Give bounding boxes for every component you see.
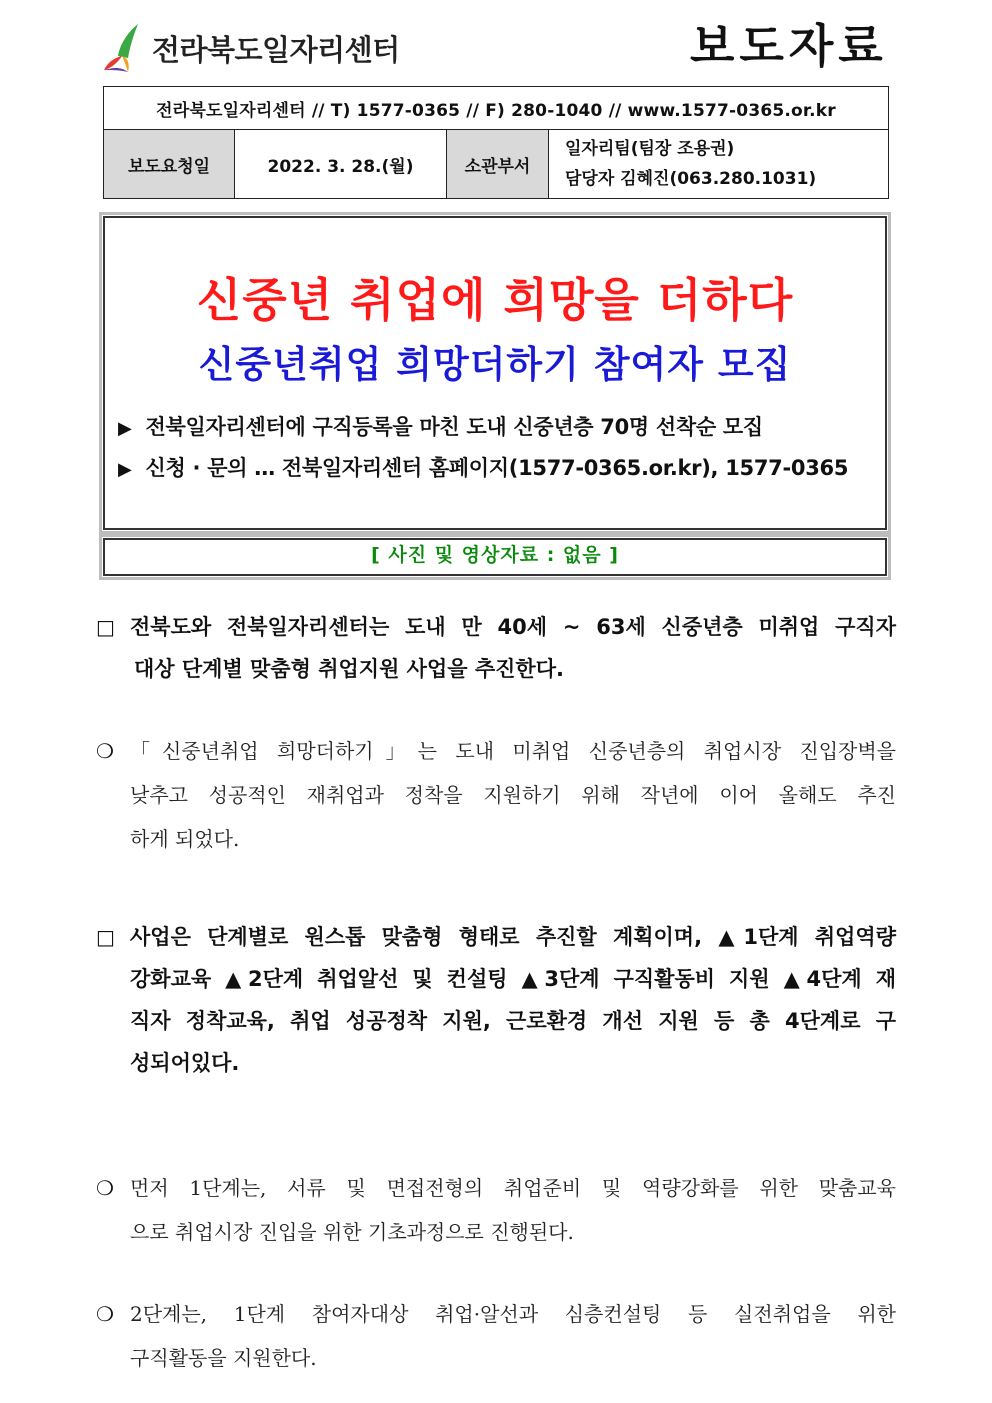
paragraph — [96, 729, 896, 861]
bullet-text: 전북일자리센터에 구직등록을 마친 도내 신중년층 70명 선착순 모집 — [145, 415, 763, 439]
media-note: [ 사진 및 영상자료 : 없음 ] — [371, 544, 619, 566]
paragraph-line: 강화교육 ▲2단계 취업알선 및 컨설팅 ▲3단계 구직활동비 지원 ▲4단계 재 — [130, 967, 896, 991]
department-contact: 담당자 김혜진(063.280.1031) — [565, 169, 817, 189]
org-name: 전라북도일자리센터 — [152, 33, 400, 67]
department-value — [549, 130, 889, 199]
paragraph — [96, 916, 896, 1084]
paragraph-line: 으로 취업시장 진입을 위한 기초과정으로 진행된다. — [130, 1220, 574, 1244]
paragraph-line: 「신중년취업 희망더하기」는 도내 미취업 신중년층의 취업시장 진입장벽을 — [130, 739, 896, 763]
square-bullet-icon: □ — [96, 925, 115, 949]
circle-bullet-icon: ❍ — [96, 1176, 114, 1200]
contact-line: 전라북도일자리센터 // T) 1577-0365 // F) 280-1040 // www.1577-0365.or.kr — [104, 87, 889, 130]
paragraph-line: 하게 되었다. — [130, 827, 240, 851]
department-team: 일자리팀(팀장 조용권) — [565, 139, 735, 159]
paragraph-line: 낮추고 성공적인 재취업과 정착을 지원하기 위해 작년에 이어 올해도 추진 — [130, 783, 896, 807]
square-bullet-icon: □ — [96, 615, 115, 639]
headline-bullet — [118, 452, 848, 482]
paragraph-line: 구직활동을 지원한다. — [130, 1346, 317, 1370]
paragraph — [96, 606, 896, 690]
bullet-arrow-icon: ▶ — [118, 418, 132, 439]
bullet-arrow-icon: ▶ — [118, 459, 132, 480]
paragraph-line: 2단계는, 1단계 참여자대상 취업·알선과 심층컨설팅 등 실전취업을 위한 — [130, 1302, 896, 1326]
circle-bullet-icon: ❍ — [96, 739, 114, 763]
headline-bullet — [118, 411, 763, 441]
headline-main: 신중년 취업에 희망을 더하다 — [196, 273, 794, 327]
press-info-table — [103, 86, 889, 199]
paragraph — [96, 1292, 896, 1380]
paragraph-line: 먼저 1단계는, 서류 및 면접전형의 취업준비 및 역량강화를 위한 맞춤교육 — [130, 1176, 896, 1200]
paragraph-line: 대상 단계별 맞춤형 취업지원 사업을 추진한다. — [134, 657, 564, 681]
circle-bullet-icon: ❍ — [96, 1302, 114, 1326]
paragraph-line: 직자 정착교육, 취업 성공정착 지원, 근로환경 개선 지원 등 총 4단계로 구 — [130, 1009, 896, 1033]
bullet-text: 신청 · 문의 … 전북일자리센터 홈페이지(1577-0365.or.kr), 1577-0365 — [145, 456, 849, 480]
paragraph-line: 사업은 단계별로 원스톱 맞춤형 형태로 추진할 계획이며, ▲1단계 취업역량 — [130, 925, 896, 949]
paragraph-line: 성되어있다. — [130, 1051, 240, 1075]
department-label: 소관부서 — [447, 130, 549, 199]
headline-sub: 신중년취업 희망더하기 참여자 모집 — [198, 343, 792, 386]
request-date-value: 2022. 3. 28.(월) — [235, 130, 447, 199]
document-type-title: 보도자료 — [690, 19, 888, 73]
paragraph-line: 전북도와 전북일자리센터는 도내 만 40세 ~ 63세 신중년층 미취업 구직자 — [130, 615, 896, 639]
paragraph — [96, 1166, 896, 1254]
org-logo-icon — [98, 22, 144, 74]
request-date-label: 보도요청일 — [104, 130, 235, 199]
